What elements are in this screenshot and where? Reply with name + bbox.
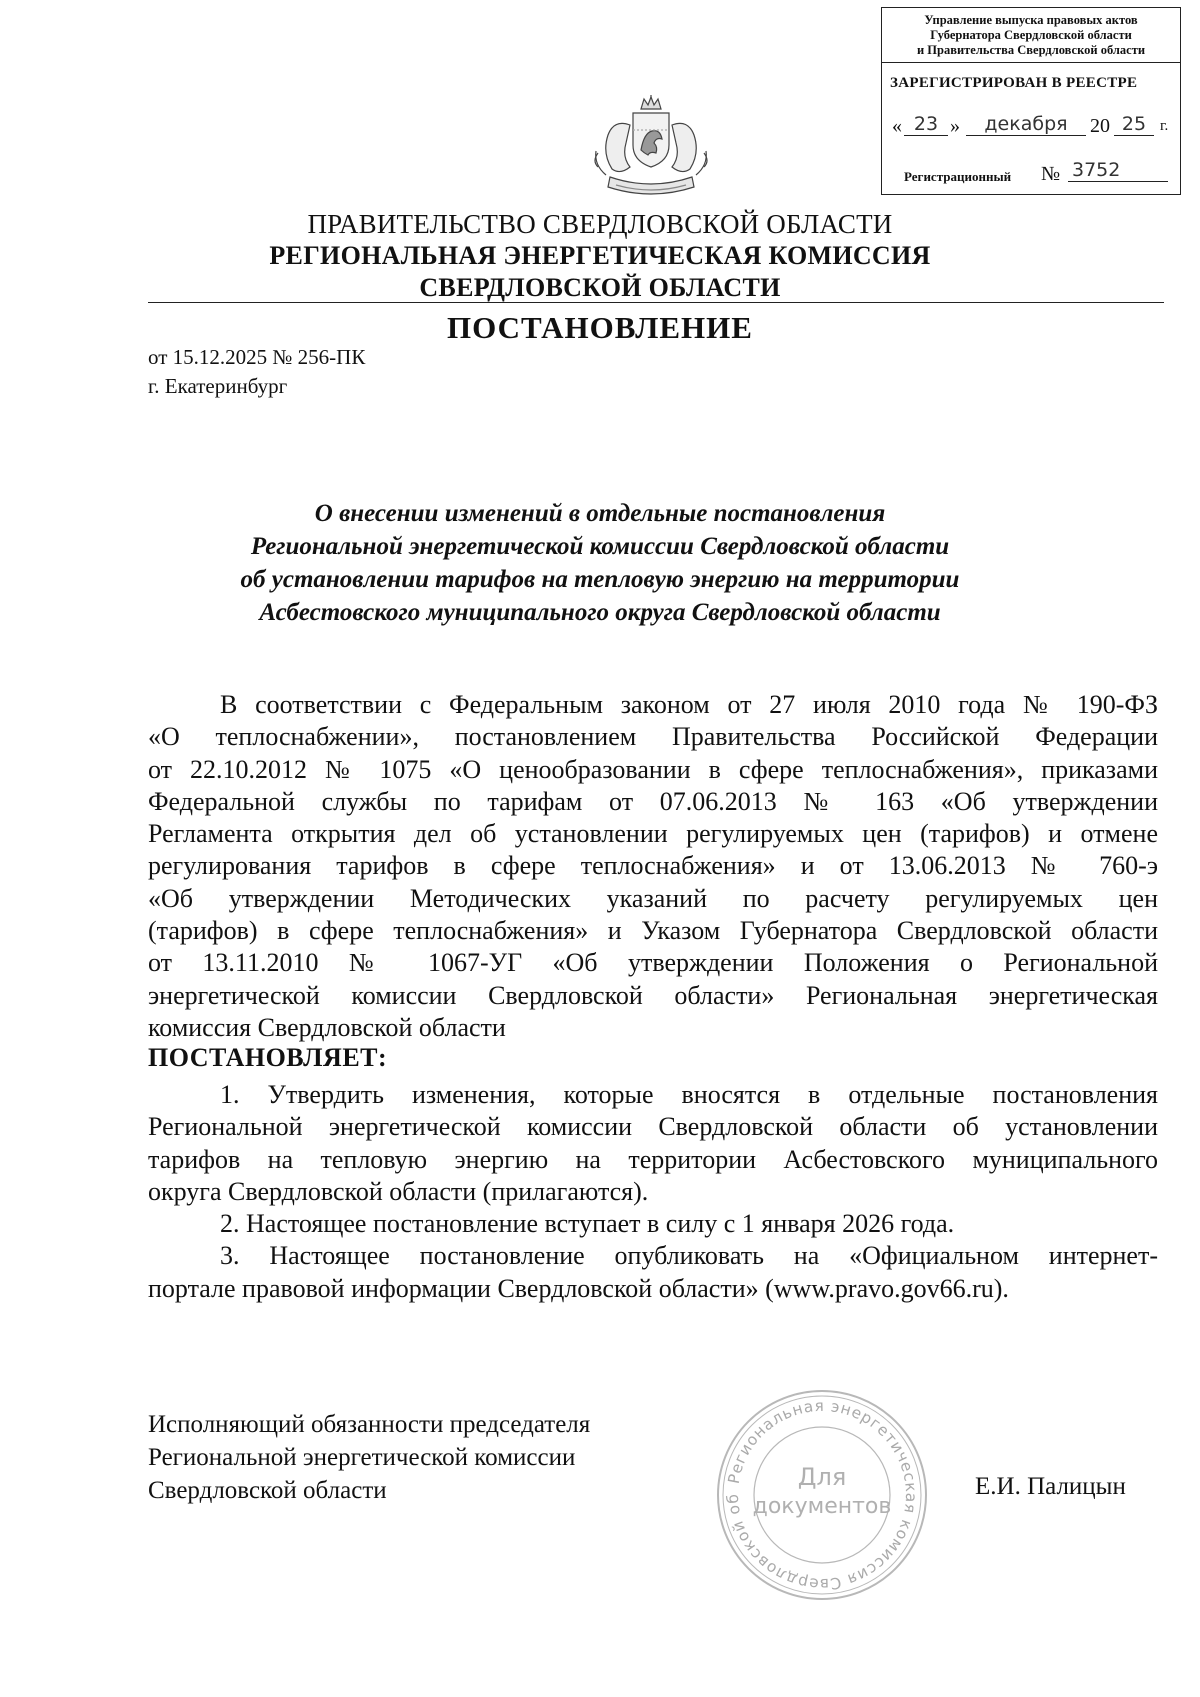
registry-date bbox=[890, 113, 1174, 143]
title-line: Региональной энергетической комиссии Свердловской области bbox=[250, 533, 950, 560]
preamble-line: Регламента открытия дел об установлении регулируемых цен (тарифов) и отмене bbox=[148, 819, 1158, 849]
document-date-number: от 15.12.2025 № 256-ПК bbox=[148, 345, 366, 369]
signatory-position-line: Свердловской области bbox=[148, 1477, 387, 1504]
registry-number-sign: № bbox=[1041, 163, 1061, 185]
preamble-line: энергетической комиссии Свердловской области» Региональная энергетическая bbox=[148, 980, 1158, 1010]
item-line: округа Свердловской области (прилагаются). bbox=[148, 1176, 649, 1206]
commission-name-line2: СВЕРДЛОВСКОЙ ОБЛАСТИ bbox=[419, 273, 781, 302]
signatory-position-line: Региональной энергетической комиссии bbox=[148, 1444, 576, 1471]
registry-dept-line1: Управление выпуска правовых актов bbox=[924, 13, 1138, 27]
preamble-paragraph bbox=[148, 689, 1158, 1044]
item-line: Региональной энергетической комиссии Свердловской области об установлении bbox=[148, 1112, 1158, 1142]
preamble-line: «О теплоснабжении», постановлением Правительства Российской Федерации bbox=[148, 722, 1158, 752]
item-line: 3. Настоящее постановление опубликовать на «Официальном интернет- bbox=[220, 1241, 1158, 1271]
seal-center-line1: Для bbox=[797, 1463, 847, 1491]
seal-center-line2: документов bbox=[752, 1494, 892, 1519]
registry-registered-label: ЗАРЕГИСТРИРОВАН В РЕЕСТРЕ bbox=[890, 75, 1138, 91]
registry-number: 3752 bbox=[1068, 159, 1168, 182]
item-line: портале правовой информации Свердловской области» (www.pravo.gov66.ru). bbox=[148, 1273, 1009, 1303]
document-type: ПОСТАНОВЛЕНИЕ bbox=[447, 310, 753, 345]
resolution-items bbox=[148, 1079, 1158, 1305]
item-line: 1. Утвердить изменения, которые вносятся в отдельные постановления bbox=[220, 1080, 1158, 1109]
title-line: об установлении тарифов на тепловую энергию на территории bbox=[240, 566, 960, 593]
signatory-position-line: Исполняющий обязанности председателя bbox=[148, 1411, 591, 1438]
registry-department bbox=[882, 8, 1180, 63]
preamble-line: Федеральной службы по тарифам от 07.06.2013 № 163 «Об утверждении bbox=[148, 786, 1158, 816]
document-city: г. Екатеринбург bbox=[148, 374, 288, 398]
seal-ring-text: Региональная энергетическая комиссия Свердловской об bbox=[723, 1396, 921, 1594]
registry-quote-open: « bbox=[892, 115, 902, 137]
resolves-heading: ПОСТАНОВЛЯЕТ: bbox=[148, 1043, 388, 1072]
preamble-line: (тарифов) в сфере теплоснабжения» и Указом Губернатора Свердловской области bbox=[148, 916, 1158, 946]
commission-name-line1: РЕГИОНАЛЬНАЯ ЭНЕРГЕТИЧЕСКАЯ КОМИССИЯ bbox=[269, 241, 931, 270]
registry-quote-close: » bbox=[950, 115, 960, 137]
document-title bbox=[0, 497, 1200, 629]
registry-month: декабря bbox=[966, 113, 1086, 136]
header-divider bbox=[148, 302, 1164, 303]
registry-year-prefix: 20 bbox=[1090, 115, 1110, 137]
registry-stamp bbox=[881, 7, 1181, 195]
registry-year-unit: г. bbox=[1160, 118, 1169, 134]
preamble-line: «Об утверждении Методических указаний по расчету регулируемых цен bbox=[148, 883, 1158, 913]
title-line: Асбестовского муниципального округа Свердловской области bbox=[259, 599, 941, 626]
item-line: тарифов на тепловую энергию на территории Асбестовского муниципального bbox=[148, 1144, 1158, 1174]
preamble-line: В соответствии с Федеральным законом от 27 июля 2010 года № 190-ФЗ bbox=[220, 690, 1158, 719]
registry-dept-line3: и Правительства Свердловской области bbox=[916, 43, 1146, 57]
title-line: О внесении изменений в отдельные постановления bbox=[314, 500, 886, 527]
registry-day: 23 bbox=[904, 113, 948, 136]
government-name: ПРАВИТЕЛЬСТВО СВЕРДЛОВСКОЙ ОБЛАСТИ bbox=[307, 209, 893, 239]
preamble-line: от 22.10.2012 № 1075 «О ценообразовании в сфере теплоснабжения», приказами bbox=[148, 754, 1158, 784]
signatory-position bbox=[148, 1408, 590, 1507]
registry-number-row bbox=[904, 159, 1174, 191]
official-seal bbox=[712, 1385, 932, 1605]
preamble-line: регулирования тарифов в сфере теплоснабжения» и от 13.06.2013 № 760-э bbox=[148, 851, 1158, 881]
registry-dept-line2: Губернатора Свердловской области bbox=[930, 28, 1132, 42]
coat-of-arms-emblem bbox=[586, 95, 716, 205]
item-line: 2. Настоящее постановление вступает в силу с 1 января 2026 года. bbox=[220, 1209, 955, 1239]
registry-year-suffix: 25 bbox=[1114, 113, 1154, 136]
preamble-line: комиссия Свердловской области bbox=[148, 1012, 506, 1042]
registry-number-label: Регистрационный bbox=[904, 169, 1012, 184]
preamble-line: от 13.11.2010 № 1067-УГ «Об утверждении Положения о Региональной bbox=[148, 948, 1158, 978]
signatory-name: Е.И. Палицын bbox=[975, 1473, 1126, 1500]
